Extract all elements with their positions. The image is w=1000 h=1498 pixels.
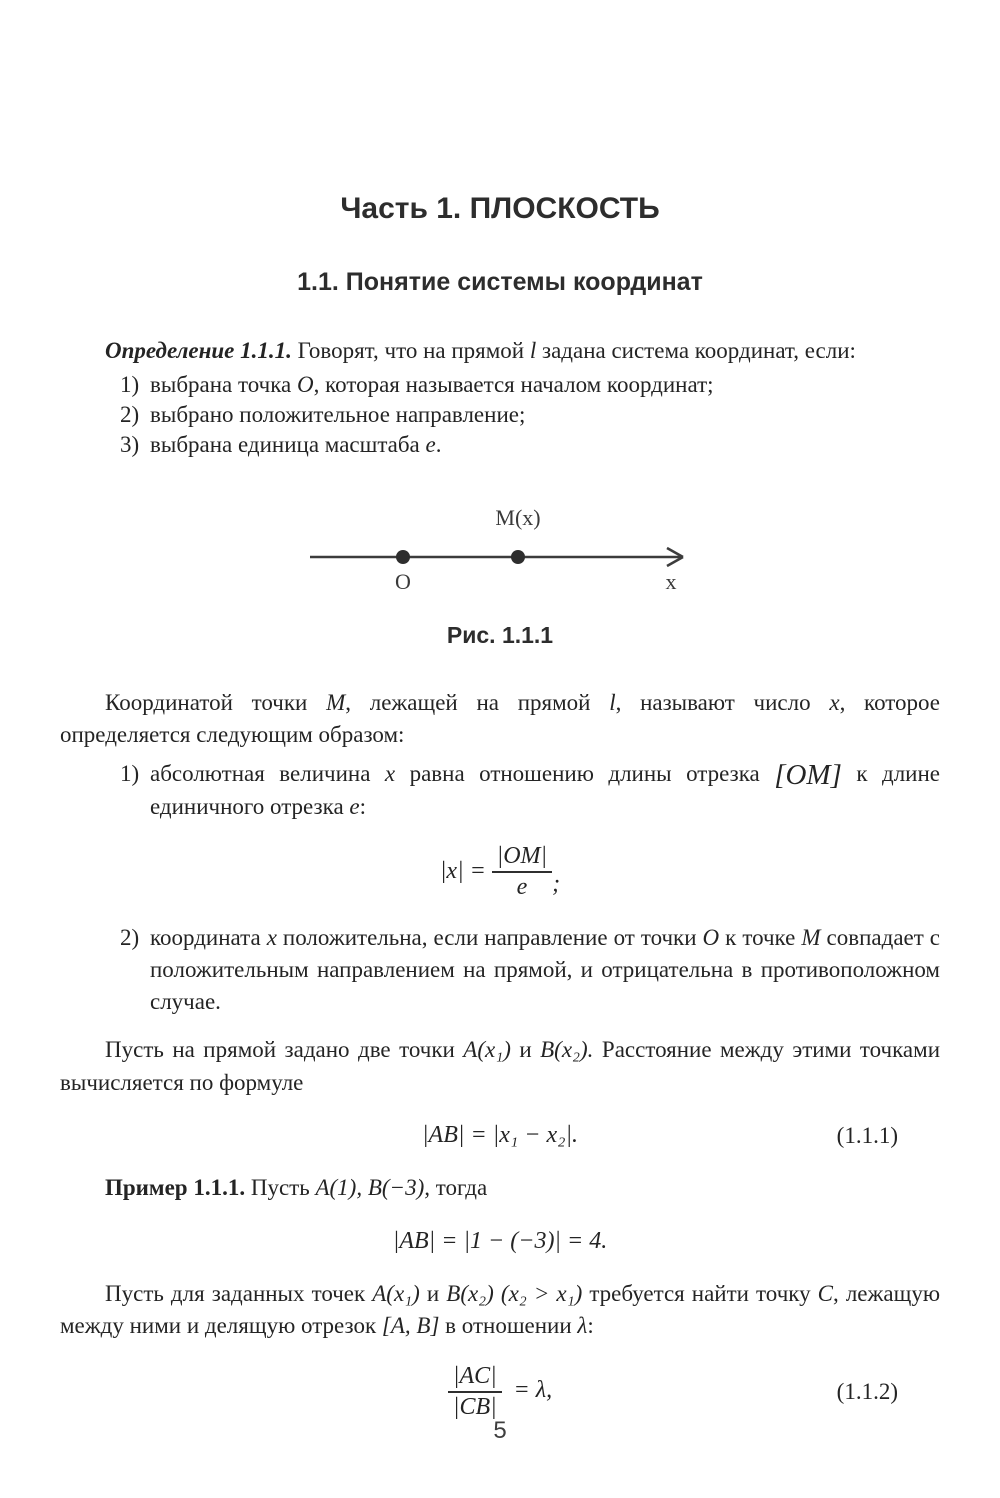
text: требуется найти точку [582, 1281, 818, 1307]
text: Пусть для заданных точек [105, 1281, 373, 1307]
origin-point [396, 550, 410, 564]
lambda-symbol: λ [577, 1313, 588, 1339]
fraction-numerator: |AC| [448, 1363, 502, 1394]
equation-number: (1.1.1) [836, 1122, 898, 1148]
definition-text-2: задана система координат, если: [536, 337, 856, 363]
text: равна отношению длины отрезка [395, 761, 775, 787]
item-text: , которая называется началом координат; [313, 371, 714, 397]
item-number: 3) [120, 432, 140, 458]
fraction-ac-over-cb [448, 1363, 502, 1422]
text: положительна, если направление от точки [276, 924, 703, 950]
text: к длине единичного отрезка [150, 761, 940, 819]
variable-m: M [801, 924, 821, 950]
equation-number: (1.1.2) [836, 1379, 898, 1405]
section-title: 1.1. Понятие системы координат [297, 268, 703, 296]
variable-c: C [817, 1281, 834, 1307]
point-b-value: B(−3), [367, 1175, 430, 1201]
fraction-denominator: e [516, 874, 528, 901]
point-a: A(x₁) [463, 1037, 511, 1063]
coordinate-paragraph [60, 687, 940, 751]
point-m-label: M(x) [495, 504, 541, 530]
text: и [419, 1281, 447, 1307]
text: к точке [719, 924, 802, 950]
text: и [510, 1037, 541, 1063]
definition-paragraph [60, 335, 940, 367]
variable-x: x [384, 761, 396, 787]
arrowhead-lower [667, 557, 683, 566]
formula-example [60, 1225, 940, 1259]
formula-ratio [60, 1363, 940, 1422]
item-text: выбрана точка [150, 371, 297, 397]
item-text: выбрана единица масштаба [150, 432, 426, 458]
variable-o: O [297, 371, 314, 397]
formula-lhs: |x| = [439, 857, 486, 884]
point-m [511, 550, 525, 564]
variable-l: l [609, 689, 616, 715]
inequality: (x₂ > x₁) [500, 1281, 583, 1307]
example-lead: Пример 1.1.1. [105, 1175, 246, 1201]
page-number: 5 [493, 1417, 507, 1445]
formula-semicolon: ; [552, 870, 561, 897]
condition-item-3 [120, 430, 940, 460]
part-title: Часть 1. ПЛОСКОСТЬ [340, 192, 660, 225]
text: : [587, 1313, 594, 1339]
variable-x: x [829, 689, 840, 715]
origin-label: O [395, 568, 411, 594]
text: в отношении [439, 1313, 578, 1339]
example-paragraph [60, 1172, 940, 1204]
figure-caption: Рис. 1.1.1 [446, 621, 554, 648]
variable-m: M [326, 689, 346, 715]
item-number: 1) [120, 371, 140, 397]
point-a: A(x₁) [372, 1281, 420, 1307]
text: совпадает с положительным направлением на прямой, и отрицательна в противоположном случае. [150, 924, 940, 1015]
text: : [359, 793, 367, 819]
point-a-value: A(1), [315, 1175, 363, 1201]
figure-1-1-1 [60, 495, 940, 651]
text: Расстояние между этими точками вычисляется по формуле [60, 1037, 941, 1095]
item-number: 2) [120, 402, 140, 428]
axis-label: x [665, 568, 677, 594]
text: тогда [429, 1175, 488, 1201]
text: Пусть на прямой задано две точки [105, 1037, 464, 1063]
text: Координатой точки [105, 689, 327, 715]
ratio-paragraph [60, 1278, 940, 1342]
sign-item [120, 922, 940, 1019]
formula-body: |AB| = |1 − (−3)| = 4. [392, 1227, 608, 1254]
abs-value-item [120, 758, 940, 822]
item-number: 1) [120, 761, 140, 787]
point-b: B(x₂). [540, 1037, 594, 1063]
text: , называют число [615, 689, 830, 715]
item-text: выбрано положительное направление; [150, 402, 526, 428]
text: Пусть [245, 1175, 316, 1201]
definition-text-1: Говорят, что на прямой [291, 337, 530, 363]
formula-body: |AB| = |x₁ − x₂|. [421, 1121, 579, 1148]
text: , которое определяется следующим образом: [60, 689, 940, 748]
variable-x: x [266, 924, 277, 950]
text: координата [150, 924, 267, 950]
variable-o: O [702, 924, 720, 950]
variable-e: e [349, 793, 360, 819]
text: , лежащую между ними и делящую отрезок [60, 1281, 941, 1339]
arrowhead-upper [667, 548, 683, 557]
distance-paragraph [60, 1034, 940, 1098]
text: , лежащей на прямой [345, 689, 610, 715]
item-number: 2) [120, 924, 140, 950]
formula-abs-value [60, 843, 940, 902]
text: абсолютная величина [150, 761, 385, 787]
definition-lead: Определение 1.1.1. [105, 337, 292, 363]
segment-om: [OM] [774, 759, 842, 792]
point-b: B(x₂) [446, 1281, 494, 1307]
conditions-list [60, 370, 940, 461]
fraction-om-over-e [492, 843, 553, 902]
condition-item-2 [120, 400, 940, 430]
variable-e: e [425, 432, 436, 458]
condition-item-1 [120, 370, 940, 400]
segment-ab: [A, B] [381, 1313, 440, 1339]
number-line-diagram [290, 495, 710, 595]
formula-rhs: = λ, [513, 1377, 553, 1404]
formula-distance [60, 1119, 940, 1153]
variable-l: l [529, 337, 537, 363]
item-text: . [435, 432, 442, 458]
fraction-denominator: |CB| [452, 1394, 497, 1421]
fraction-numerator: |OM| [492, 843, 553, 874]
